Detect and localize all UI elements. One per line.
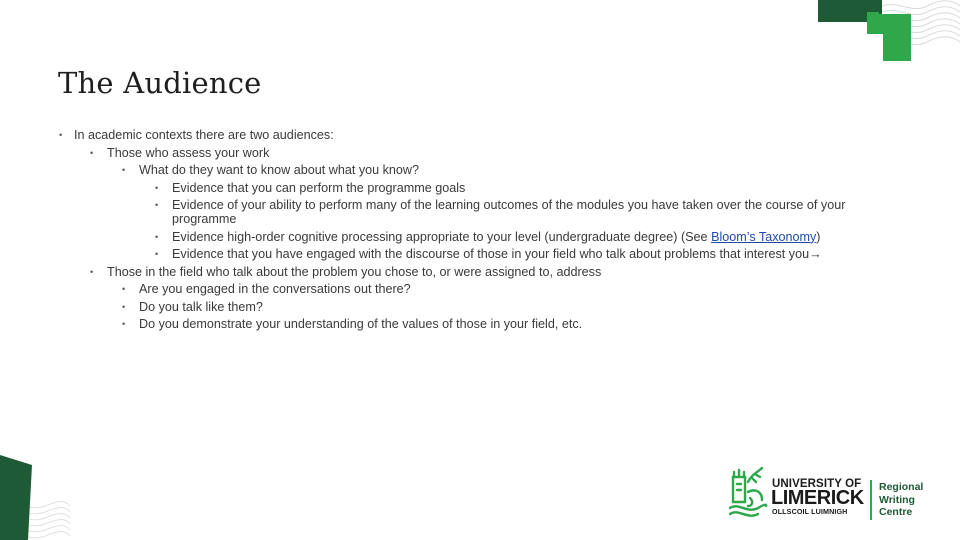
list-item-text-suffix: ) — [816, 229, 821, 244]
bullet-list — [58, 128, 868, 335]
bullet-icon: • — [122, 284, 126, 294]
list-item — [58, 300, 868, 314]
list-item — [58, 265, 868, 279]
list-item — [58, 317, 868, 331]
logo-line-2: LIMERICK — [771, 487, 864, 509]
list-item-text: Do you talk like them? — [139, 299, 263, 314]
unit-name-line-1: Regional — [879, 481, 924, 493]
crest-icon — [728, 462, 768, 522]
list-item — [58, 128, 868, 142]
list-item — [58, 282, 868, 296]
slide-title: The Audience — [58, 66, 262, 100]
list-item — [58, 247, 868, 261]
arrow-right-icon: → — [809, 247, 822, 261]
unit-name-line-3: Centre — [879, 506, 913, 518]
logo-line-1: UNIVERSITY OF — [772, 478, 862, 490]
list-item-text: Those who assess your work — [107, 145, 270, 160]
list-item-text: Are you engaged in the conversations out there? — [139, 282, 411, 296]
unit-name-line-2: Writing — [879, 493, 915, 506]
bullet-icon: • — [122, 319, 126, 329]
bottom-left-green-shape-decoration — [0, 455, 32, 540]
bullet-icon: • — [59, 130, 63, 140]
white-notch-decoration — [873, 34, 883, 61]
blooms-taxonomy-link[interactable]: Bloom’s Taxonomy — [711, 229, 817, 244]
logo-line-3: OLLSCOIL LUIMNIGH — [772, 507, 848, 516]
green-strip-decoration — [867, 12, 879, 34]
bullet-icon: • — [155, 231, 159, 242]
bullet-icon: • — [122, 301, 126, 312]
bullet-icon: • — [90, 147, 94, 158]
logo-divider — [870, 480, 872, 520]
unit-name — [879, 481, 923, 519]
bullet-icon: • — [122, 165, 126, 175]
list-item — [58, 146, 868, 160]
list-item-text: Evidence high-order cognitive processing appropriate to your level (undergraduate degree) (See — [172, 229, 712, 244]
list-item — [58, 163, 868, 177]
university-logo — [728, 462, 938, 522]
list-item-text: Evidence that you have engaged with the discourse of those in your field who talk about problems that interest you — [172, 247, 810, 261]
list-item-text: Evidence of your ability to perform many of the learning outcomes of the modules you have taken over the course of your programme — [172, 198, 846, 226]
bullet-icon: • — [155, 249, 159, 259]
list-item — [58, 181, 868, 195]
bullet-icon: • — [90, 266, 94, 277]
bullet-icon: • — [155, 200, 159, 210]
list-item — [58, 230, 868, 244]
list-item-text: Do you demonstrate your understanding of the values of those in your field, etc. — [139, 317, 583, 331]
list-item-text: Evidence that you can perform the programme goals — [172, 180, 466, 195]
list-item — [58, 198, 868, 226]
list-item-text: What do they want to know about what you know? — [139, 163, 420, 177]
list-item-text: Those in the field who talk about the problem you chose to, or were assigned to, address — [107, 264, 602, 279]
bullet-icon: • — [155, 182, 159, 193]
list-item-text: In academic contexts there are two audiences: — [74, 128, 334, 142]
